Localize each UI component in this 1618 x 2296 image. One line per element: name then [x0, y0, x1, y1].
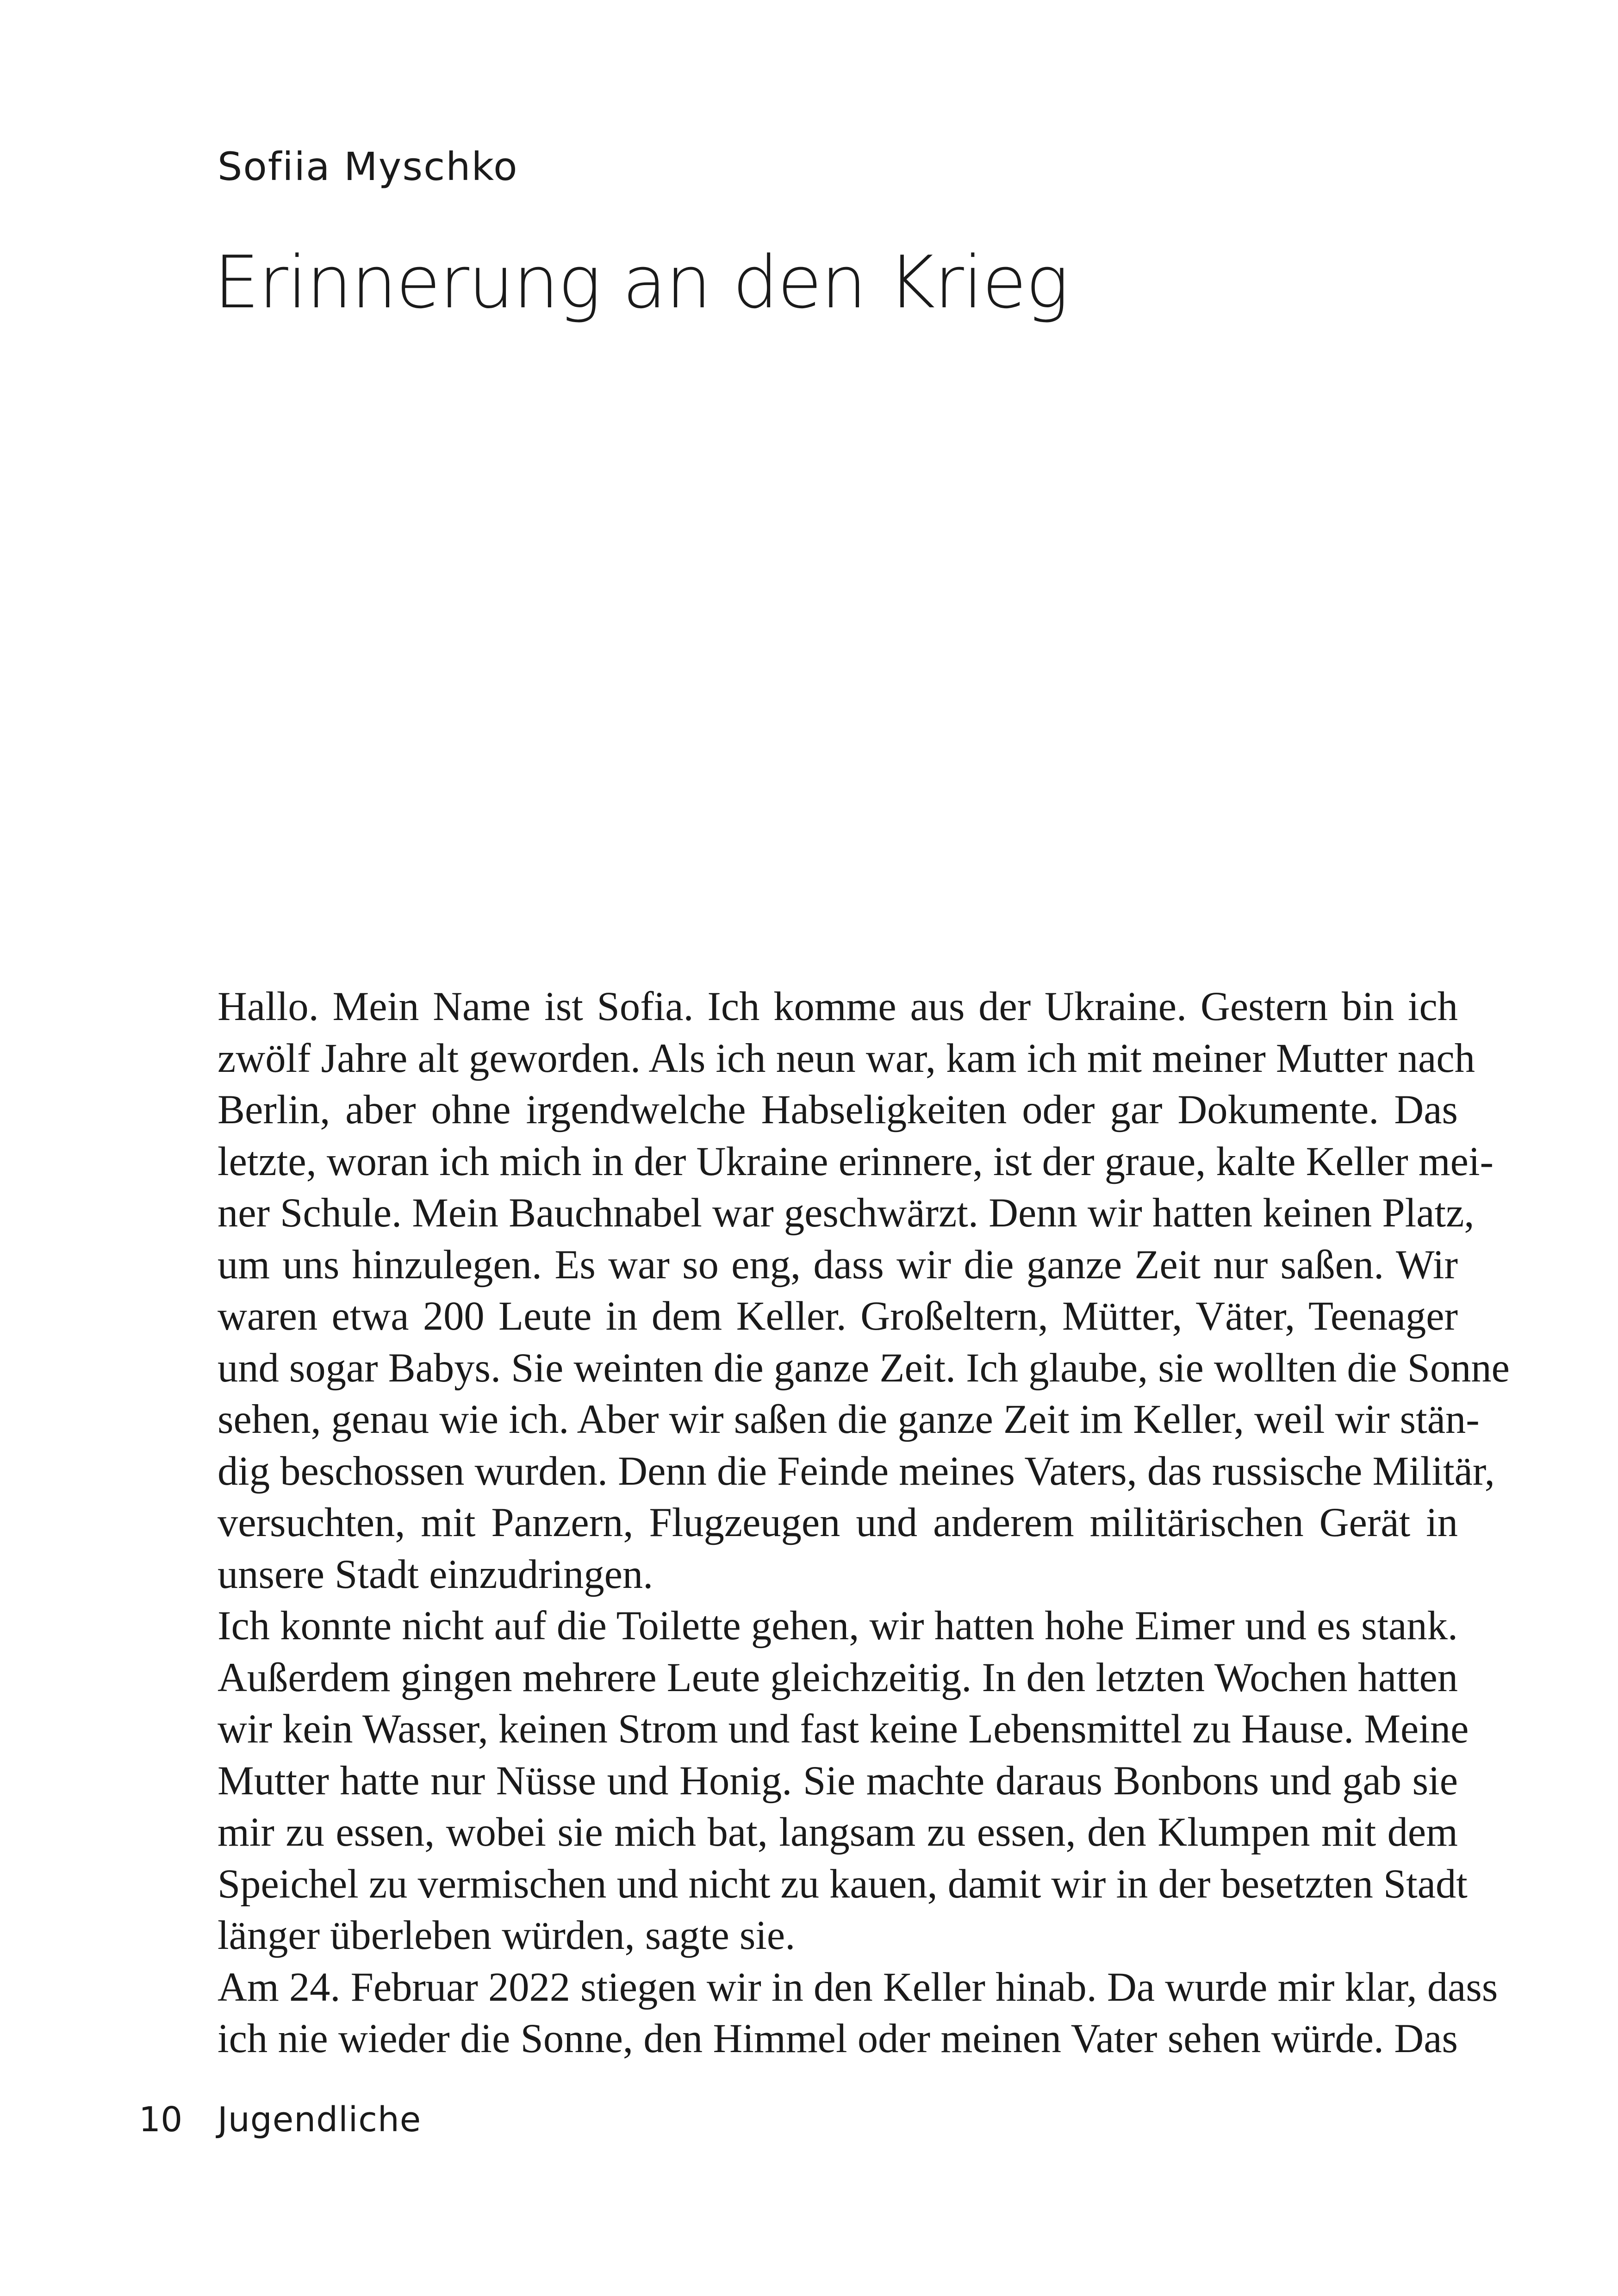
text-line: und sogar Babys. Sie weinten die ganze Zeit. Ich glaube, sie wollten die Sonne: [218, 1345, 1510, 1391]
paragraph-1: [218, 981, 1510, 1600]
text-line: länger überleben würden, sagte sie.: [218, 1913, 796, 1958]
text-line: Hallo. Mein Name ist Sofia. Ich komme aus der Ukraine. Gestern bin ich: [218, 984, 1458, 1029]
text-line: zwölf Jahre alt geworden. Als ich neun war, kam ich mit meiner Mutter nach: [218, 1035, 1475, 1081]
body-text: [218, 981, 1510, 2065]
text-line: ich nie wieder die Sonne, den Himmel oder meinen Vater sehen würde. Das: [218, 2016, 1458, 2061]
text-line: unsere Stadt einzudringen.: [218, 1551, 653, 1597]
paragraph-3: [218, 1962, 1498, 2065]
author-name: Sofiia Myschko: [218, 144, 518, 189]
text-line: wir kein Wasser, keinen Strom und fast keine Lebensmittel zu Hause. Meine: [218, 1706, 1469, 1752]
text-line: versuchten, mit Panzern, Flugzeugen und anderem militärischen Gerät in: [218, 1500, 1458, 1545]
text-line: Berlin, aber ohne irgendwelche Habseligkeiten oder gar Dokumente. Das: [218, 1087, 1458, 1132]
text-line: Ich konnte nicht auf die Toilette gehen, wir hatten hohe Eimer und es stank.: [218, 1603, 1458, 1649]
text-line: Speichel zu vermischen und nicht zu kauen, damit wir in der besetzten Stadt: [218, 1861, 1468, 1907]
text-line: mir zu essen, wobei sie mich bat, langsam zu essen, den Klumpen mit dem: [218, 1810, 1458, 1855]
text-line: um uns hinzulegen. Es war so eng, dass wir die ganze Zeit nur saßen. Wir: [218, 1242, 1458, 1288]
page-number: 10: [139, 2100, 183, 2140]
chapter-title: Erinnerung an den Krieg: [214, 240, 1068, 324]
text-line: dig beschossen wurden. Denn die Feinde meines Vaters, das russische Militär,: [218, 1448, 1495, 1494]
text-line: Am 24. Februar 2022 stiegen wir in den Keller hinab. Da wurde mir klar, dass: [218, 1964, 1498, 2010]
text-line: letzte, woran ich mich in der Ukraine erinnere, ist der graue, kalte Keller mei-: [218, 1139, 1494, 1184]
text-line: Außerdem gingen mehrere Leute gleichzeitig. In den letzten Wochen hatten: [218, 1655, 1458, 1700]
page-footer: [139, 2097, 421, 2143]
paragraph-2: [218, 1600, 1469, 1962]
text-line: Mutter hatte nur Nüsse und Honig. Sie machte daraus Bonbons und gab sie: [218, 1758, 1458, 1804]
text-line: waren etwa 200 Leute in dem Keller. Großeltern, Mütter, Väter, Teenager: [218, 1294, 1458, 1339]
text-line: ner Schule. Mein Bauchnabel war geschwärzt. Denn wir hatten keinen Platz,: [218, 1190, 1475, 1236]
section-name: Jugendliche: [218, 2100, 422, 2140]
text-line: sehen, genau wie ich. Aber wir saßen die ganze Zeit im Keller, weil wir stän-: [218, 1397, 1480, 1442]
